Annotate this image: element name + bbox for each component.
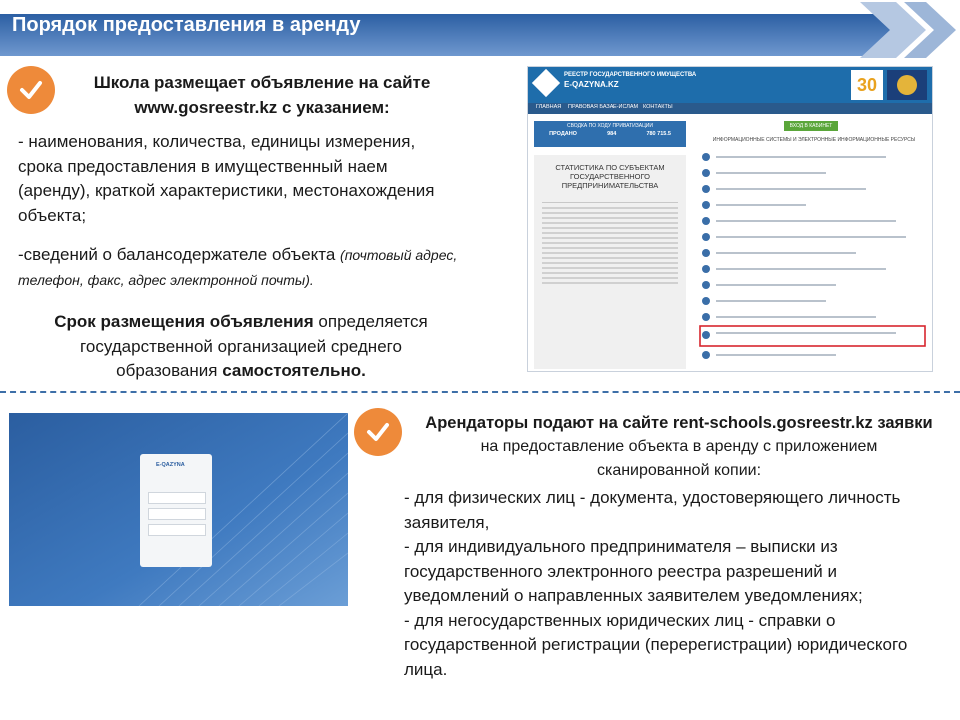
login-card [140,454,212,567]
gosreestr-screenshot [527,66,933,372]
emblem-icon [887,70,927,100]
section-divider [0,391,960,393]
deadline-note: Срок размещения объявления определяется государственной организацией среднего образования самостоятельно. [54,312,428,380]
check-icon [7,66,55,114]
site-logo-icon [532,69,560,97]
check-icon-2 [354,408,402,456]
site-nav [528,103,932,114]
stats-panel: СВОДКА ПО ХОДУ ПРИВАТИЗАЦИИ ПРОДАНО 984 780 715.5 [534,121,686,147]
login-brand: E-QAZYNA [156,462,185,468]
section2-list [404,486,944,682]
site-header-line1: РЕЕСТР ГОСУДАРСТВЕННОГО ИМУЩЕСТВА [564,72,697,78]
site-nav-item[interactable]: Е-ИСЛАМ [613,104,639,110]
section2-item-2: - для индивидуального предпринимателя – выписки из государственного электронного реестра разрешений и уведомлений о направленных заявителем уведомлениях; [404,537,863,605]
resources-list [698,151,928,367]
login-field-1[interactable] [148,492,206,504]
site-header-line2: E-QAZYNA.KZ [564,80,619,89]
site-header [528,67,932,103]
login-field-3[interactable] [148,524,206,536]
site-nav-item[interactable]: ПРАВОВАЯ БАЗА [568,104,614,110]
section1-heading: Школа размещает объявление на сайте www.gosreestr.kz с указанием: [93,73,431,117]
anniversary-badge: 30 [851,70,883,100]
highlight-box [700,326,925,346]
login-screenshot [9,413,348,606]
article-card: СТАТИСТИКА ПО СУБЪЕКТАМ ГОСУДАРСТВЕННОГО ПРЕДПРИНИМАТЕЛЬСТВА [534,155,686,369]
login-field-2[interactable] [148,508,206,520]
resources-title: ИНФОРМАЦИОННЫЕ СИСТЕМЫ И ЭЛЕКТРОННЫЕ ИНФОРМАЦИОННЫЕ РЕСУРСЫ [712,137,916,143]
section2-heading: Арендаторы подают на сайте rent-schools.gosreestr.kz заявки на предоставление объекта в аренду с приложением сканированной копии: [425,414,933,479]
site-nav-item[interactable]: ГЛАВНАЯ [536,104,562,110]
section1-item-1: - наименования, количества, единицы измерения, срока предоставления в имущественный наем (аренду), краткой характеристики, местонахождения объекта; [18,132,435,225]
section1-item-2: -сведений о балансодержателе объекта (почтовый адрес, телефон, факс, адрес электронной почты). [18,245,458,288]
section2-item-3: - для негосударственных юридических лиц - справки о государственной регистрации (перерегистрации) юридического лица. [404,610,908,679]
cabinet-button[interactable]: ВХОД В КАБИНЕТ [784,121,838,131]
site-nav-item[interactable]: КОНТАКТЫ [643,104,673,110]
page-title: Порядок предоставления в аренду [12,14,361,36]
section2-item-1: - для физических лиц - документа, удостоверяющего личность заявителя, [404,488,901,532]
